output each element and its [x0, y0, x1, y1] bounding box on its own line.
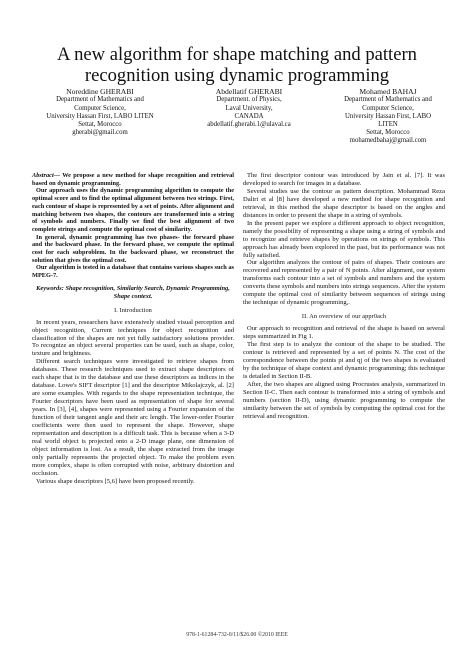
- abstract-label: Abstract—: [32, 172, 60, 179]
- author-affiliation-line: Department of Mathematics and: [344, 96, 432, 104]
- body-paragraph: After, the two shapes are aligned using Procrustes analysis, summarized in Section II-C. Then each contour is transformed into a string of symbols and numbers (section II-D), using dynamic programming to compute the similarity between the set of symbols by computing the optimal cost for the retrieval and recognition.: [243, 380, 445, 420]
- right-column: [243, 172, 445, 421]
- body-paragraph: Our algorithm analyzes the contour of pairs of shapes. Their contours are recovered and represented by a pair of N points. After alignment, our system transforms each contour into a set of symbols and numbers and the system converts these symbols and numbers into strings sequences. After the system compute the optimal cost of similarity between sequences of strings using the technique of dynamic programming,.: [243, 259, 445, 307]
- author-affiliation-line: Department. of Physics,: [216, 96, 282, 104]
- author-email: abdellatif.gherabi.1@ulaval.ca: [207, 121, 291, 129]
- author-name: Mohamed BAHAJ: [359, 87, 417, 96]
- author-affiliation-line: Laval University,: [225, 104, 273, 112]
- author-affiliation-line: CANADA: [234, 112, 264, 120]
- abstract: [32, 172, 234, 280]
- abstract-text: We propose a new method for shape recognition and retrieval based on dynamic programming.: [32, 172, 234, 187]
- author-affiliation-line: Computer Science,: [74, 104, 126, 112]
- body-paragraph: Several studies use the contour as pattern description. Mohammad Reza Daliri et al [8] have developed a new method for shape recognition and retrieval, in this method the shape descriptor is based on the angles and distances in order to present the shape in a string of symbols.: [243, 187, 445, 219]
- author-1: [24, 88, 176, 137]
- author-email: gherabi@gmail.com: [72, 129, 128, 137]
- author-affiliation-line: Computer Science,: [362, 104, 414, 112]
- body-paragraph: In the present paper we explore a different approach to object recognition, namely the possibility of representing a shape using a string of symbols and to recognize and retrieve shapes by operations on strings of symbols. This approach has already been explored in the past, but its performance was not fully satisfied.: [243, 219, 445, 259]
- body-paragraph: The first step is to analyze the contour of the shape to be studied. The contour is retrieved and represented by a set of points N. The cost of the correspondence between the points pi and qj of the two shapes is evaluated by the technique of shape context and dynamic programming; this technique is detailed in Section II-B.: [243, 341, 445, 380]
- author-affiliation-line: University Hassan First, LABO LITEN: [46, 112, 154, 120]
- body-paragraph: The first descriptor contour was introduced by Jain et al. [7]. It was developed to search for images in a database.: [243, 172, 445, 187]
- author-email: mohamedbahaj@gmail.com: [349, 137, 427, 145]
- abstract-paragraph: In general, dynamic programming has two phases- the forward phase and the backward phase. In the forward phase, we compute the optimal cost for each subproblem. In the backward phase, we reconstruct the solution that gives the optimal cost.: [32, 233, 234, 264]
- author-affiliation-line: Settat, Morocco: [366, 129, 410, 137]
- author-name: Noreddine GHERABI: [66, 87, 134, 96]
- author-affiliation-line: Settat, Morocco: [78, 121, 122, 129]
- left-column: [32, 172, 234, 486]
- paper-title: A new algorithm for shape matching and pattern recognition using dynamic programming: [57, 44, 417, 86]
- section-heading-overview: II. An overview of our appr0ach: [301, 313, 387, 321]
- body-paragraph: In recent years, researchers have extensively studied visual perception and object recognition, Current techniques for object recognition and classification of the shapes are not yet fully satisfactory solutions provider. To recognize an object several properties can be used, such as shape, color, texture and brightness.: [32, 318, 234, 358]
- abstract-paragraph: [32, 172, 234, 187]
- abstract-paragraph: Our approach uses the dynamic programming algorithm to compute the optimal score and to find the optimal alignment between two strings. First, each contour of shape is represented by a set of points. After alignment and matching between two shapes, the contours are transformed into a string of symbols and numbers. Finally we find the best alignment of two complete strings and compute the optimal cost of similarity.: [32, 187, 234, 233]
- author-2: [174, 88, 324, 129]
- body-paragraph: Our approach to recognition and retrieval of the shape is based on several steps summarized in Fig 1.: [243, 325, 445, 341]
- body-paragraph: Various shape descriptors [5,6] have been proposed recently.: [36, 477, 195, 485]
- copyright-footer: 978-1-61284-732-0/11/$26.00 ©2010 IEEE: [186, 632, 288, 638]
- author-affiliation-line: LITEN: [378, 121, 398, 129]
- keywords: Keywords: Shape recognition, Similarity Search, Dynamic Programming, Shape context.: [36, 284, 230, 300]
- author-3: [320, 88, 456, 146]
- author-name: Abdellatif GHERABI: [215, 87, 283, 96]
- section-heading-introduction: I. Introduction: [114, 306, 152, 314]
- body-paragraph: Different search techniques were investigated to retrieve shapes from databases. These research techniques used to extract shape descriptors of each shape that is in the database and use these descriptors as indices in the database. Lowe's SIFT descriptor [1] and the descriptor Mikolajczyk, al. [2] are some examples. With regards to the shape representation technique, the Fourier descriptors have been used as representation of shape for several years. In [3], [4], shapes were represented using a Fourier expansion of the function of their tangent angle and their arc length. The lower-order Fourier coefficients were then used to represent the shape. However, shape representation and description is a difficult task. This is because when a 3-D real world object is projected onto a 2-D image plane, one dimension of object information is lost. As a result, the shape extracted from the image only partially represents the projected object. To make the problem even more complex, shape is often corrupted with noise, arbitrary distortion and occlusion.: [32, 358, 234, 477]
- author-affiliation-line: University Hassan First, LABO: [344, 112, 432, 120]
- abstract-paragraph: Our algorithm is tested in a database that contains various shapes such as MPEG-7.: [32, 264, 234, 280]
- author-affiliation-line: Department of Mathematics and: [56, 96, 144, 104]
